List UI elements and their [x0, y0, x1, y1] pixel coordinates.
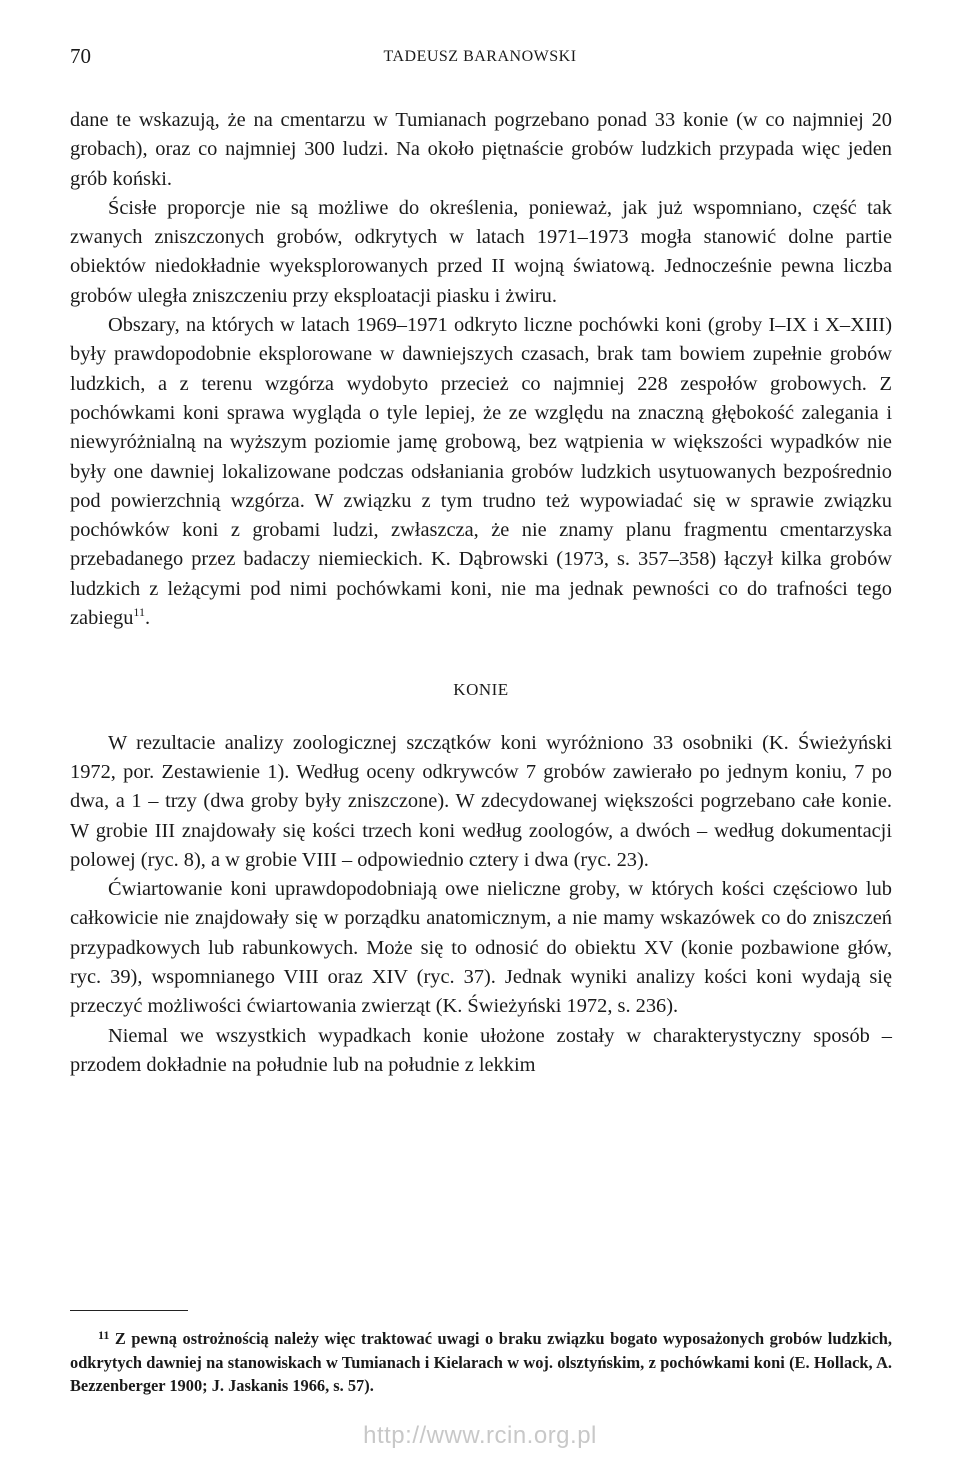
paragraph: Ścisłe proporcje nie są możliwe do określenia, ponieważ, jak już wspomniano, część tak zwanych zniszczonych grobów, odkrytych w latach 1971–1973 mogła stanowić dolne partie obiektów niedokładnie wyeksplorowanych przed II wojną światową. Jednocześnie pewna liczba grobów uległa zniszczeniu przy eksploatacji piasku i żwiru. — [70, 196, 892, 307]
paragraph: dane te wskazują, że na cmentarzu w Tumianach pogrzebano ponad 33 konie (w co najmniej 20 grobach), oraz co najmniej 300 ludzi. Na około piętnaście grobów ludzkich przypada więc jeden grób koński. — [70, 109, 892, 190]
watermark-url: http://www.rcin.org.pl — [363, 1422, 597, 1449]
page-header — [70, 44, 890, 74]
paragraph-text: Obszary, na których w latach 1969–1971 odkryto liczne pochówki koni (groby I–IX i X–XIII) były prawdopodobnie eksplorowane w dawniejszych czasach, brak tam bowiem zupełnie grobów ludzkich, a z terenu wzgórza wydobyto przecież co najmniej 228 zespołów grobowych. Z pochówkami koni sprawa wygląda o tyle lepiej, że ze względu na znaczną głębokość zalegania i niewyróżnialną na wyższym poziomie jamę grobową, bez wątpienia w większości wypadków nie były one dawniej lokalizowane podczas odsłaniania grobów ludzkich usytuowanych bezpośrednio pod powierzchnią wzgórza. W związku z tym trudno też wypowiadać się w sprawie związku pochówków koni z grobami ludzi, zwłaszcza, że nie znamy planu fragmentu cmentarzyska przebadanego przez badaczy niemieckich. K. Dąbrowski (1973, s. 357–358) łączył kilka grobów ludzkich z leżącymi pod nimi pochówkami koni, nie ma jednak pewności co do trafności tego zabiegu — [70, 314, 892, 630]
paragraph — [70, 311, 892, 633]
running-head: TADEUSZ BARANOWSKI — [383, 48, 577, 65]
footnote-number: 11 — [98, 1328, 110, 1342]
paragraph: Ćwiartowanie koni uprawdopodobniają owe nieliczne groby, w których kości częściowo lub całkowicie nie znajdowały się w porządku anatomicznym, a nie mamy wskazówek co do zniszczeń przypadkowych lub rabunkowych. Może się to odnosić do obiektu XV (konie pozbawione głów, ryc. 39), wspomnianego VIII oraz XIV (ryc. 37). Jednak wyniki analizy kości koni wydają się przeczyć możliwości ćwiartowania zwierząt (K. Świeżyński 1972, s. 236). — [70, 878, 892, 1018]
paragraph: W rezultacie analizy zoologicznej szczątków koni wyróżniono 33 osobniki (K. Świeżyński 1972, por. Zestawienie 1). Według oceny odkrywców 7 grobów zawierało po jednym koniu, 7 po dwa, a 1 – trzy (dwa groby były zniszczone). W zdecydowanej większości pogrzebano całe konie. W grobie III znajdowały się kości trzech koni według zoologów, a dwóch – według dokumentacji polowej (ryc. 8), a w grobie VIII – odpowiednio cztery i dwa (ryc. 23). — [70, 731, 892, 871]
page-number: 70 — [70, 44, 91, 68]
section-heading: KONIE — [453, 680, 509, 700]
paragraph-tail: . — [144, 607, 151, 630]
body-text — [70, 106, 892, 1080]
footnote — [70, 1327, 892, 1398]
footnote-text: Z pewną ostrożnością należy więc traktować uwagi o braku związku bogato wyposażonych grobów ludzkich, odkrytych dawniej na stanowiskach w Tumianach i Kielarach w woj. olsztyńskim, z pochówkami koni (E. Hollack, A. Bezzenberger 1900; J. Jaskanis 1966, s. 57). — [70, 1329, 892, 1395]
paragraph: Niemal we wszystkich wypadkach konie ułożone zostały w charakterystyczny sposób – przodem dokładnie na południe lub na południe z lekkim — [70, 1024, 892, 1076]
footnote-divider — [70, 1310, 188, 1311]
footnote-reference[interactable]: 11 — [133, 605, 145, 620]
